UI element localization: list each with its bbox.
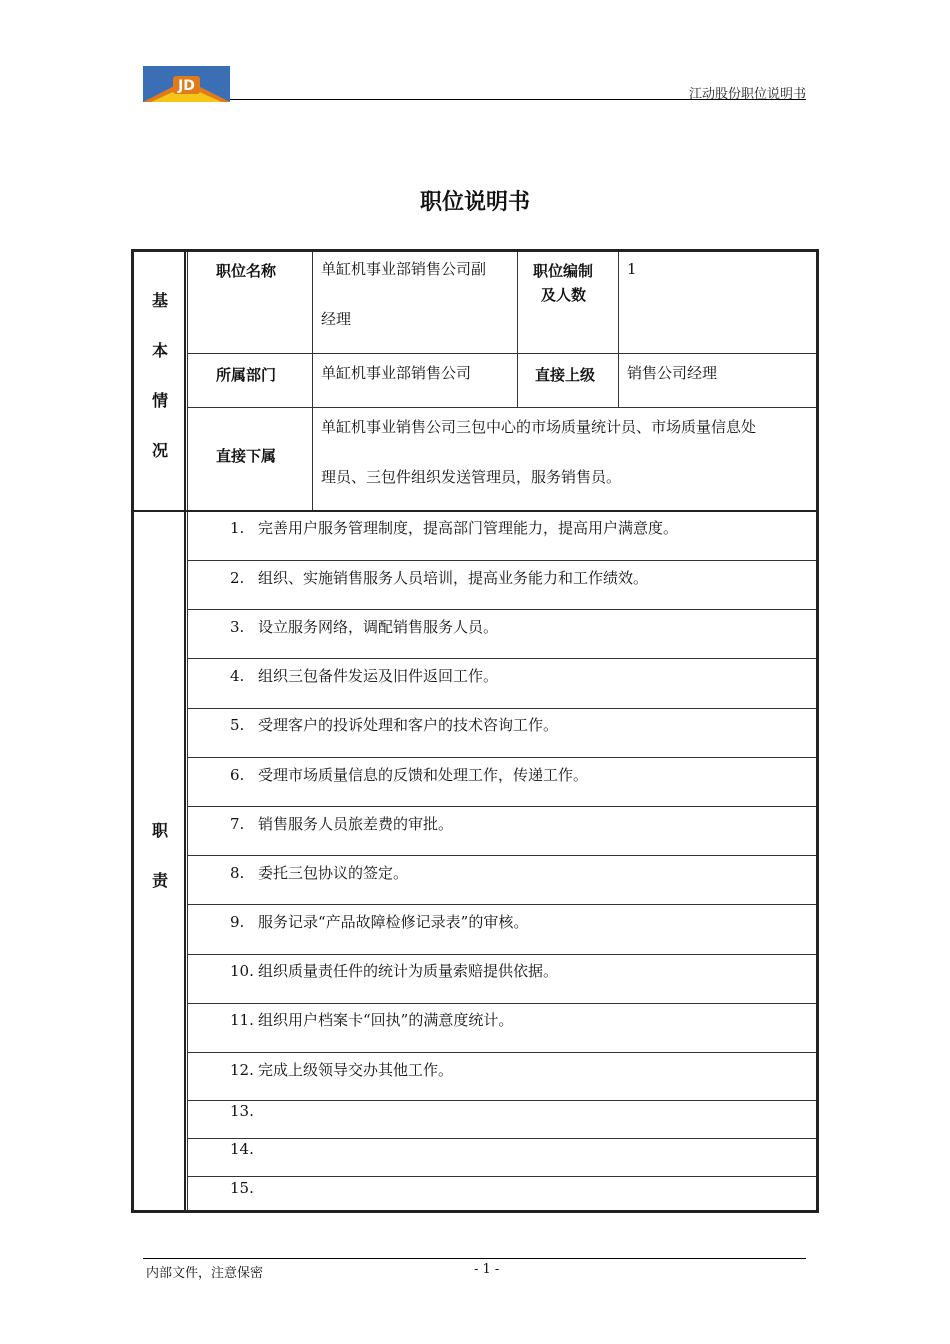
headcount-value: 1 [627, 260, 637, 278]
side-column-divider-inner [187, 252, 188, 1210]
duty-item [230, 1140, 258, 1158]
page-number: - 1 - [474, 1262, 500, 1277]
duty-number: 14. [230, 1140, 254, 1158]
duty-number: 7. [230, 815, 245, 833]
duty-text: 完善用户服务管理制度，提高部门管理能力，提高用户满意度。 [258, 519, 679, 537]
duty-item [230, 764, 588, 785]
subordinate-value-line2: 理员、三包件组织发送管理员，服务销售员。 [321, 468, 622, 486]
grid-line [187, 1100, 816, 1101]
duty-text: 组织质量责任件的统计为质量索赔提供依据。 [258, 962, 559, 980]
superior-label: 直接上级 [535, 366, 596, 384]
basic-label-char: 情 [151, 391, 168, 410]
duties-label-char: 责 [151, 871, 168, 890]
duty-text: 组织用户档案卡“回执”的满意度统计。 [258, 1011, 514, 1029]
duty-number: 12. [230, 1061, 254, 1079]
header-title: 江动股份职位说明书 [688, 87, 806, 102]
grid-line [187, 1176, 816, 1177]
document-title: 职位说明书 [419, 190, 530, 215]
duty-item [230, 517, 678, 538]
grid-line [618, 252, 619, 407]
duties-label-char: 职 [151, 821, 168, 840]
duty-item [230, 714, 558, 735]
subordinate-label: 直接下属 [216, 447, 277, 465]
duty-text: 销售服务人员旅差费的审批。 [258, 815, 454, 833]
duty-item [230, 665, 498, 686]
grid-line [187, 708, 816, 709]
duty-item [230, 1059, 453, 1080]
duty-item [230, 1102, 258, 1120]
grid-line [187, 609, 816, 610]
grid-line [517, 252, 518, 407]
duty-item [230, 1179, 258, 1197]
grid-line [187, 904, 816, 905]
grid-line [187, 1138, 816, 1139]
duty-number: 4. [230, 667, 245, 685]
duty-number: 8. [230, 864, 245, 882]
duty-number: 5. [230, 716, 245, 734]
basic-label-char: 况 [151, 441, 168, 460]
duty-item [230, 567, 648, 588]
duty-text: 组织三包备件发运及旧件返回工作。 [258, 667, 499, 685]
duty-item [230, 616, 498, 637]
position-name-value-line2: 经理 [321, 310, 352, 328]
duty-number: 9. [230, 913, 245, 931]
superior-value: 销售公司经理 [627, 364, 718, 382]
duty-number: 6. [230, 766, 245, 784]
duty-text: 服务记录“产品故障检修记录表”的审核。 [258, 913, 529, 931]
grid-line [187, 855, 816, 856]
duty-item [230, 1009, 513, 1030]
job-description-table [131, 249, 819, 1213]
position-name-label: 职位名称 [216, 262, 277, 280]
duty-number: 11. [230, 1011, 254, 1029]
department-label: 所属部门 [216, 366, 277, 384]
duty-number: 2. [230, 569, 245, 587]
page-header [143, 66, 806, 102]
duty-item [230, 911, 528, 932]
duty-item [230, 960, 558, 981]
duty-item [230, 813, 453, 834]
company-logo [143, 66, 230, 102]
duty-number: 15. [230, 1179, 254, 1197]
position-name-value-line1: 单缸机事业部销售公司副 [321, 260, 487, 278]
duty-text: 受理客户的投诉处理和客户的技术咨询工作。 [258, 716, 559, 734]
grid-line [187, 954, 816, 955]
duty-text: 组织、实施销售服务人员培训，提高业务能力和工作绩效。 [258, 569, 649, 587]
duty-text: 受理市场质量信息的反馈和处理工作，传递工作。 [258, 766, 589, 784]
duty-number: 10. [230, 962, 254, 980]
headcount-label-line2: 及人数 [541, 286, 587, 304]
footer-note: 内部文件，注意保密 [146, 1266, 264, 1281]
duty-item [230, 862, 408, 883]
grid-line [187, 1052, 816, 1053]
grid-line [187, 560, 816, 561]
duty-text: 设立服务网络，调配销售服务人员。 [258, 618, 499, 636]
duties-section-label [134, 818, 186, 918]
grid-line [187, 1003, 816, 1004]
grid-line [187, 353, 816, 354]
grid-line [187, 806, 816, 807]
grid-line [312, 252, 313, 510]
basic-label-char: 基 [151, 291, 168, 310]
logo-text: JD [178, 78, 195, 94]
section-divider [134, 510, 816, 512]
headcount-label-line1: 职位编制 [533, 262, 594, 280]
grid-line [187, 658, 816, 659]
grid-line [187, 757, 816, 758]
duty-number: 1. [230, 519, 245, 537]
duty-number: 13. [230, 1102, 254, 1120]
header-rule [230, 99, 806, 100]
duty-text: 完成上级领导交办其他工作。 [258, 1061, 454, 1079]
subordinate-value-line1: 单缸机事业销售公司三包中心的市场质量统计员、市场质量信息处 [321, 418, 757, 436]
basic-label-char: 本 [151, 341, 168, 360]
basic-section-label [134, 288, 186, 488]
duty-text: 委托三包协议的签定。 [258, 864, 409, 882]
footer-rule [143, 1258, 806, 1259]
duty-number: 3. [230, 618, 245, 636]
department-value: 单缸机事业部销售公司 [321, 364, 472, 382]
